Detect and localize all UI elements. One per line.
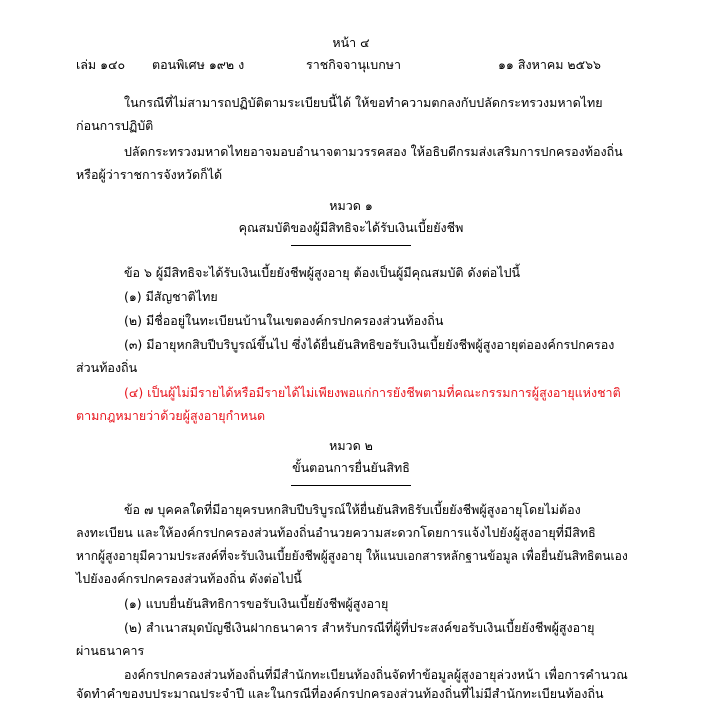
- publication-date: ๑๑ สิงหาคม ๒๕๖๖: [498, 57, 601, 72]
- chapter-1-title: คุณสมบัติของผู้มีสิทธิจะได้รับเงินเบี้ยยังชีพ: [238, 220, 464, 235]
- clause-line: ลงทะเบียน และให้องค์กรปกครองส่วนท้องถิ่นอำนวยความสะดวกโดยการแจ้งไปยังผู้สูงอายุที่มีสิทธิ: [76, 525, 596, 540]
- chapter-2-divider: [291, 485, 411, 486]
- gazette-name: ราชกิจจานุเบกษา: [306, 57, 402, 72]
- clause-line: (๑) แบบยื่นยันสิทธิการขอรับเงินเบี้ยยังชีพผู้สูงอายุ: [124, 596, 389, 611]
- clause-line: (๑) มีสัญชาติไทย: [124, 289, 218, 304]
- chapter-2-title: ขั้นตอนการยื่นยันสิทธิ: [292, 460, 410, 475]
- clause-line: หากผู้สูงอายุมีความประสงค์ที่จะรับเงินเบี้ยยังชีพผู้สูงอายุ ให้แนบเอกสารหลักฐานข้อมูล เพื่อยื่นยันสิทธิตนเอง: [76, 548, 628, 563]
- clause-line: ข้อ ๗ บุคคลใดที่มีอายุครบหกสิบปีบริบูรณ์ให้ยื่นยันสิทธิรับเบี้ยยังชีพผู้สูงอายุโดยไม่ต้อง: [124, 502, 581, 517]
- clause-line: องค์กรปกครองส่วนท้องถิ่นที่มีสำนักทะเบียนท้องถิ่นจัดทำข้อมูลผู้สูงอายุล่วงหน้า เพื่อการคำนวณ: [124, 667, 628, 682]
- clause-line: ผ่านธนาคาร: [76, 643, 145, 658]
- intro-line: หรือผู้ว่าราชการจังหวัดก็ได้: [76, 167, 223, 182]
- special-section: ตอนพิเศษ ๑๙๒ ง: [152, 57, 245, 72]
- clause-line: จัดทำคำของบประมาณประจำปี และในกรณีที่องค์กรปกครองส่วนท้องถิ่นที่ไม่มีสำนักทะเบียนท้องถิ่น: [76, 686, 604, 701]
- clause-line: (๒) สำเนาสมุดบัญชีเงินฝากธนาคาร สำหรับกรณีที่ผู้ที่ประสงค์ขอรับเงินเบี้ยยังชีพผู้สูงอายุ: [124, 620, 595, 635]
- intro-line: ปลัดกระทรวงมหาดไทยอาจมอบอำนาจตามวรรคสอง ให้อธิบดีกรมส่งเสริมการปกครองท้องถิ่น: [124, 144, 623, 159]
- chapter-1-divider: [291, 245, 411, 246]
- clause-line: ส่วนท้องถิ่น: [76, 360, 138, 375]
- clause-line: (๒) มีชื่ออยู่ในทะเบียนบ้านในเขตองค์กรปกครองส่วนท้องถิ่น: [124, 313, 444, 328]
- intro-line: ในกรณีที่ไม่สามารถปฏิบัติตามระเบียบนี้ได้ ให้ขอทำความตกลงกับปลัดกระทรวงมหาดไทย: [124, 95, 603, 110]
- highlighted-clause: (๔) เป็นผู้ไม่มีรายได้หรือมีรายได้ไม่เพียงพอแก่การยังชีพตามที่คณะกรรมการผู้สูงอายุแห่งชาติ: [124, 385, 621, 400]
- page-number: หน้า ๔: [332, 35, 370, 50]
- clause-line: ข้อ ๖ ผู้มีสิทธิจะได้รับเงินเบี้ยยังชีพผู้สูงอายุ ต้องเป็นผู้มีคุณสมบัติ ดังต่อไปนี้: [124, 265, 521, 280]
- clause-line: (๓) มีอายุหกสิบปีบริบูรณ์ขึ้นไป ซึ่งได้ยื่นยันสิทธิขอรับเงินเบี้ยยังชีพผู้สูงอายุต่อองค์กรปกครอง: [124, 337, 615, 352]
- highlighted-clause: ตามกฎหมายว่าด้วยผู้สูงอายุกำหนด: [76, 408, 266, 423]
- chapter-1-label: หมวด ๑: [329, 198, 373, 213]
- intro-line: ก่อนการปฏิบัติ: [76, 118, 154, 133]
- chapter-2-label: หมวด ๒: [329, 438, 373, 453]
- volume-number: เล่ม ๑๔๐: [76, 57, 126, 72]
- clause-line: ไปยังองค์กรปกครองส่วนท้องถิ่น ดังต่อไปนี้: [76, 571, 302, 586]
